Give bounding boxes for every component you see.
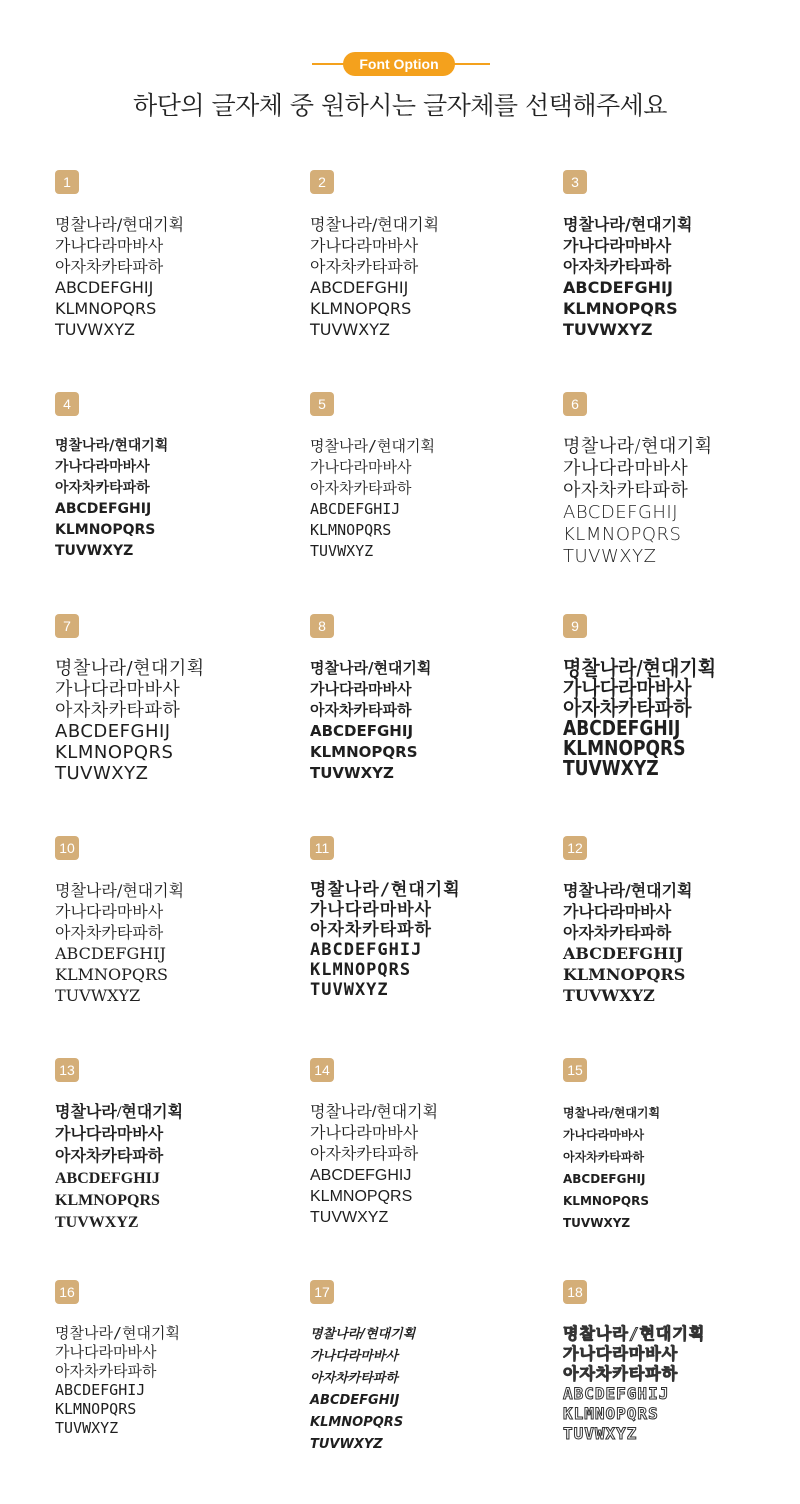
font-sample-line: 가나다라마바사 — [55, 1126, 164, 1143]
font-sample — [55, 880, 295, 1006]
font-sample-line: 아자차카타파하 — [55, 923, 164, 942]
font-sample-line: ABCDEFGHIJ — [55, 501, 152, 517]
font-sample-line: KLMNOPQRS — [55, 522, 156, 538]
font-sample-line: TUVWXYZ — [55, 1214, 139, 1231]
font-sample-line: 아자차카타파하 — [55, 257, 164, 276]
font-sample-line: TUVWXYZ — [310, 1437, 383, 1452]
font-sample-line: 명찰나라/현대기획 — [563, 436, 713, 457]
font-sample-line: 명찰나라/현대기획 — [310, 1327, 416, 1342]
font-sample-line: 가나다라마바사 — [563, 902, 672, 921]
font-sample-line: 가나다라마바사 — [310, 680, 412, 698]
font-sample-line: 아자차카타파하 — [563, 696, 692, 720]
font-sample-line: TUVWXYZ — [310, 764, 394, 782]
font-number-badge: 15 — [563, 1058, 587, 1082]
font-sample-line: TUVWXYZ — [563, 1424, 638, 1443]
pill-line-right — [454, 63, 490, 65]
font-sample-line: KLMNOPQRS — [55, 299, 157, 318]
font-sample-line: ABCDEFGHIJ — [310, 940, 423, 960]
font-sample-line: 아자차카타파하 — [55, 1148, 164, 1165]
font-sample — [55, 658, 295, 784]
font-sample-line: 명찰나라/현대기획 — [310, 437, 435, 455]
font-sample — [563, 436, 800, 568]
font-sample-line: 가나다라마바사 — [310, 900, 432, 920]
font-sample-line: 가나다라마바사 — [55, 902, 164, 921]
font-sample-line: KLMNOPQRS — [563, 524, 682, 545]
font-option-14[interactable] — [310, 1058, 550, 1258]
font-sample — [310, 880, 550, 1000]
font-number-badge: 18 — [563, 1280, 587, 1304]
font-sample-line: 명찰나라/현대기획 — [55, 881, 185, 900]
font-option-18[interactable] — [563, 1280, 800, 1480]
font-sample — [310, 214, 550, 340]
font-sample-line: 가나다라마바사 — [310, 1125, 419, 1142]
font-sample-line: KLMNOPQRS — [55, 965, 168, 984]
font-sample-line: KLMNOPQRS — [55, 1192, 160, 1209]
font-sample-line: TUVWXYZ — [310, 980, 389, 1000]
font-sample-line: 가나다라마바사 — [563, 1344, 679, 1363]
font-sample-line: KLMNOPQRS — [310, 1188, 413, 1205]
header — [0, 0, 800, 150]
font-number-badge: 9 — [563, 614, 587, 638]
font-option-7[interactable] — [55, 614, 295, 814]
font-number-badge: 7 — [55, 614, 79, 638]
font-sample-line: ABCDEFGHIJ — [55, 944, 166, 963]
font-sample-line: KLMNOPQRS — [563, 1194, 650, 1208]
font-sample-line: 아자차카타파하 — [563, 1364, 679, 1383]
font-option-2[interactable] — [310, 170, 550, 370]
font-sample-line: 아자차카타파하 — [55, 480, 150, 496]
font-sample-line: 아자차카타파하 — [310, 479, 412, 497]
font-sample-line: KLMNOPQRS — [310, 743, 418, 761]
font-option-17[interactable] — [310, 1280, 550, 1480]
font-sample-line: 아자차카타파하 — [310, 1371, 398, 1386]
font-sample-line: 가나다라마바사 — [563, 458, 689, 479]
font-sample-line: 명찰나라/현대기획 — [310, 880, 461, 900]
font-sample-line: 아자차카타파하 — [563, 480, 689, 501]
font-option-13[interactable] — [55, 1058, 295, 1258]
font-option-1[interactable] — [55, 170, 295, 370]
font-sample-line: ABCDEFGHIJ — [55, 1381, 146, 1399]
font-sample-line: TUVWXYZ — [310, 542, 374, 560]
font-sample-line: KLMNOPQRS — [563, 1404, 659, 1423]
font-sample-line: ABCDEFGHIJ — [563, 1172, 646, 1186]
font-sample — [563, 214, 800, 340]
font-option-12[interactable] — [563, 836, 800, 1036]
font-sample-line: TUVWXYZ — [55, 543, 134, 559]
font-sample-line: ABCDEFGHIJ — [563, 278, 673, 297]
font-sample-line: KLMNOPQRS — [55, 742, 174, 763]
font-sample-line: 명찰나라/현대기획 — [563, 1324, 706, 1343]
font-sample-line: 가나다라마바사 — [55, 236, 164, 255]
font-number-badge: 1 — [55, 170, 79, 194]
font-sample-line: ABCDEFGHIJ — [310, 278, 409, 297]
font-sample-line: 가나다라마바사 — [55, 679, 181, 700]
font-sample-line: ABCDEFGHIJ — [310, 722, 414, 740]
font-sample-line: 아자차카타파하 — [563, 923, 672, 942]
font-sample-line: 아자차카타파하 — [55, 1362, 157, 1380]
font-sample-line: 가나다라마바사 — [310, 1349, 398, 1364]
font-number-badge: 8 — [310, 614, 334, 638]
font-number-badge: 16 — [55, 1280, 79, 1304]
font-sample-line: KLMNOPQRS — [310, 521, 392, 539]
font-sample-line: TUVWXYZ — [310, 320, 390, 339]
font-sample-line: 아자차카타파하 — [310, 1146, 419, 1163]
page-title: 하단의 글자체 중 원하시는 글자체를 선택해주세요 — [133, 91, 667, 120]
font-sample-line: KLMNOPQRS — [563, 299, 678, 318]
font-sample-line: 명찰나라/현대기획 — [310, 1104, 439, 1121]
font-option-5[interactable] — [310, 392, 550, 592]
font-sample-line: 아자차카타파하 — [310, 920, 432, 940]
font-sample-line: TUVWXYZ — [563, 756, 659, 780]
font-sample-line: ABCDEFGHIJ — [563, 1384, 670, 1403]
font-option-6[interactable] — [563, 392, 800, 592]
font-number-badge: 4 — [55, 392, 79, 416]
font-sample — [55, 1102, 295, 1234]
font-sample — [55, 214, 295, 340]
font-sample-line: 명찰나라/현대기획 — [563, 656, 717, 680]
font-sample-line: 명찰나라/현대기획 — [55, 438, 169, 454]
font-sample-line: KLMNOPQRS — [310, 960, 412, 980]
font-sample-line: KLMNOPQRS — [55, 1400, 137, 1418]
font-number-badge: 11 — [310, 836, 334, 860]
font-sample-line: ABCDEFGHIJ — [563, 502, 679, 523]
font-sample-line: 명찰나라/현대기획 — [563, 215, 693, 234]
font-sample-line: 가나다라마바사 — [563, 1128, 645, 1142]
font-option-9[interactable] — [563, 614, 800, 814]
font-sample-line: 명찰나라/현대기획 — [310, 659, 432, 677]
font-option-badge: Font Option — [343, 52, 455, 76]
font-sample-line: 가나다라마바사 — [563, 676, 692, 700]
font-sample-line: KLMNOPQRS — [563, 736, 686, 760]
font-sample-line: ABCDEFGHIJ — [310, 1167, 412, 1184]
font-number-badge: 10 — [55, 836, 79, 860]
font-sample-line: 명찰나라/현대기획 — [55, 1324, 180, 1342]
font-sample-line: 아자차카타파하 — [310, 701, 412, 719]
font-sample-line: TUVWXYZ — [310, 1209, 389, 1226]
font-sample-line: 아자차카타파하 — [563, 1150, 645, 1164]
font-option-11[interactable] — [310, 836, 550, 1036]
font-sample-line: 명찰나라/현대기획 — [563, 1106, 661, 1120]
font-sample — [310, 1324, 550, 1456]
font-sample — [55, 436, 295, 562]
font-sample — [563, 880, 800, 1006]
font-sample-line: TUVWXYZ — [563, 986, 655, 1005]
font-sample-line: KLMNOPQRS — [563, 965, 686, 984]
font-sample — [55, 1324, 295, 1438]
font-sample — [563, 1324, 800, 1444]
font-sample-line: 가나다라마바사 — [310, 236, 419, 255]
font-sample — [310, 658, 550, 784]
font-sample-line: 가나다라마바사 — [55, 459, 150, 475]
font-number-badge: 5 — [310, 392, 334, 416]
font-sample-line: ABCDEFGHIJ — [563, 944, 684, 963]
font-sample-line: 가나다라마바사 — [55, 1343, 157, 1361]
font-sample-line: ABCDEFGHIJ — [55, 278, 154, 297]
font-sample — [563, 1102, 800, 1234]
font-option-4[interactable] — [55, 392, 295, 592]
font-sample-line: KLMNOPQRS — [310, 1415, 404, 1430]
font-sample-line: TUVWXYZ — [55, 763, 149, 784]
font-number-badge: 13 — [55, 1058, 79, 1082]
font-sample-line: ABCDEFGHIJ — [563, 716, 681, 740]
font-option-3[interactable] — [563, 170, 800, 370]
font-number-badge: 17 — [310, 1280, 334, 1304]
font-sample-line: 명찰나라/현대기획 — [55, 658, 205, 679]
font-sample-line: ABCDEFGHIJ — [55, 1170, 160, 1187]
font-sample-line: 아자차카타파하 — [310, 257, 419, 276]
font-option-10[interactable] — [55, 836, 295, 1036]
font-sample-line: 가나다라마바사 — [563, 236, 672, 255]
font-sample-line: TUVWXYZ — [55, 986, 141, 1005]
font-sample — [563, 658, 791, 778]
font-option-16[interactable] — [55, 1280, 295, 1480]
font-sample-line: 가나다라마바사 — [310, 458, 412, 476]
font-number-badge: 3 — [563, 170, 587, 194]
font-sample-line: 아자차카타파하 — [55, 700, 181, 721]
font-sample-line: ABCDEFGHIJ — [310, 1393, 400, 1408]
font-sample-line: 아자차카타파하 — [563, 257, 672, 276]
font-option-15[interactable] — [563, 1058, 800, 1258]
font-sample-line: 명찰나라/현대기획 — [310, 215, 440, 234]
font-sample-line: 명찰나라/현대기획 — [55, 1104, 184, 1121]
font-sample — [310, 436, 550, 562]
font-sample — [310, 1102, 550, 1228]
font-sample-line: 명찰나라/현대기획 — [55, 215, 185, 234]
font-number-badge: 14 — [310, 1058, 334, 1082]
font-sample-line: ABCDEFGHIJ — [310, 500, 401, 518]
font-sample-line: TUVWXYZ — [563, 320, 653, 339]
font-option-8[interactable] — [310, 614, 550, 814]
font-sample-line: TUVWXYZ — [55, 1419, 119, 1437]
font-sample-line: TUVWXYZ — [55, 320, 135, 339]
font-sample-line: TUVWXYZ — [563, 546, 657, 567]
font-sample-line: KLMNOPQRS — [310, 299, 412, 318]
font-number-badge: 2 — [310, 170, 334, 194]
font-number-badge: 12 — [563, 836, 587, 860]
font-number-badge: 6 — [563, 392, 587, 416]
font-sample-line: 명찰나라/현대기획 — [563, 881, 693, 900]
font-sample-line: TUVWXYZ — [563, 1216, 631, 1230]
font-sample-line: ABCDEFGHIJ — [55, 721, 171, 742]
